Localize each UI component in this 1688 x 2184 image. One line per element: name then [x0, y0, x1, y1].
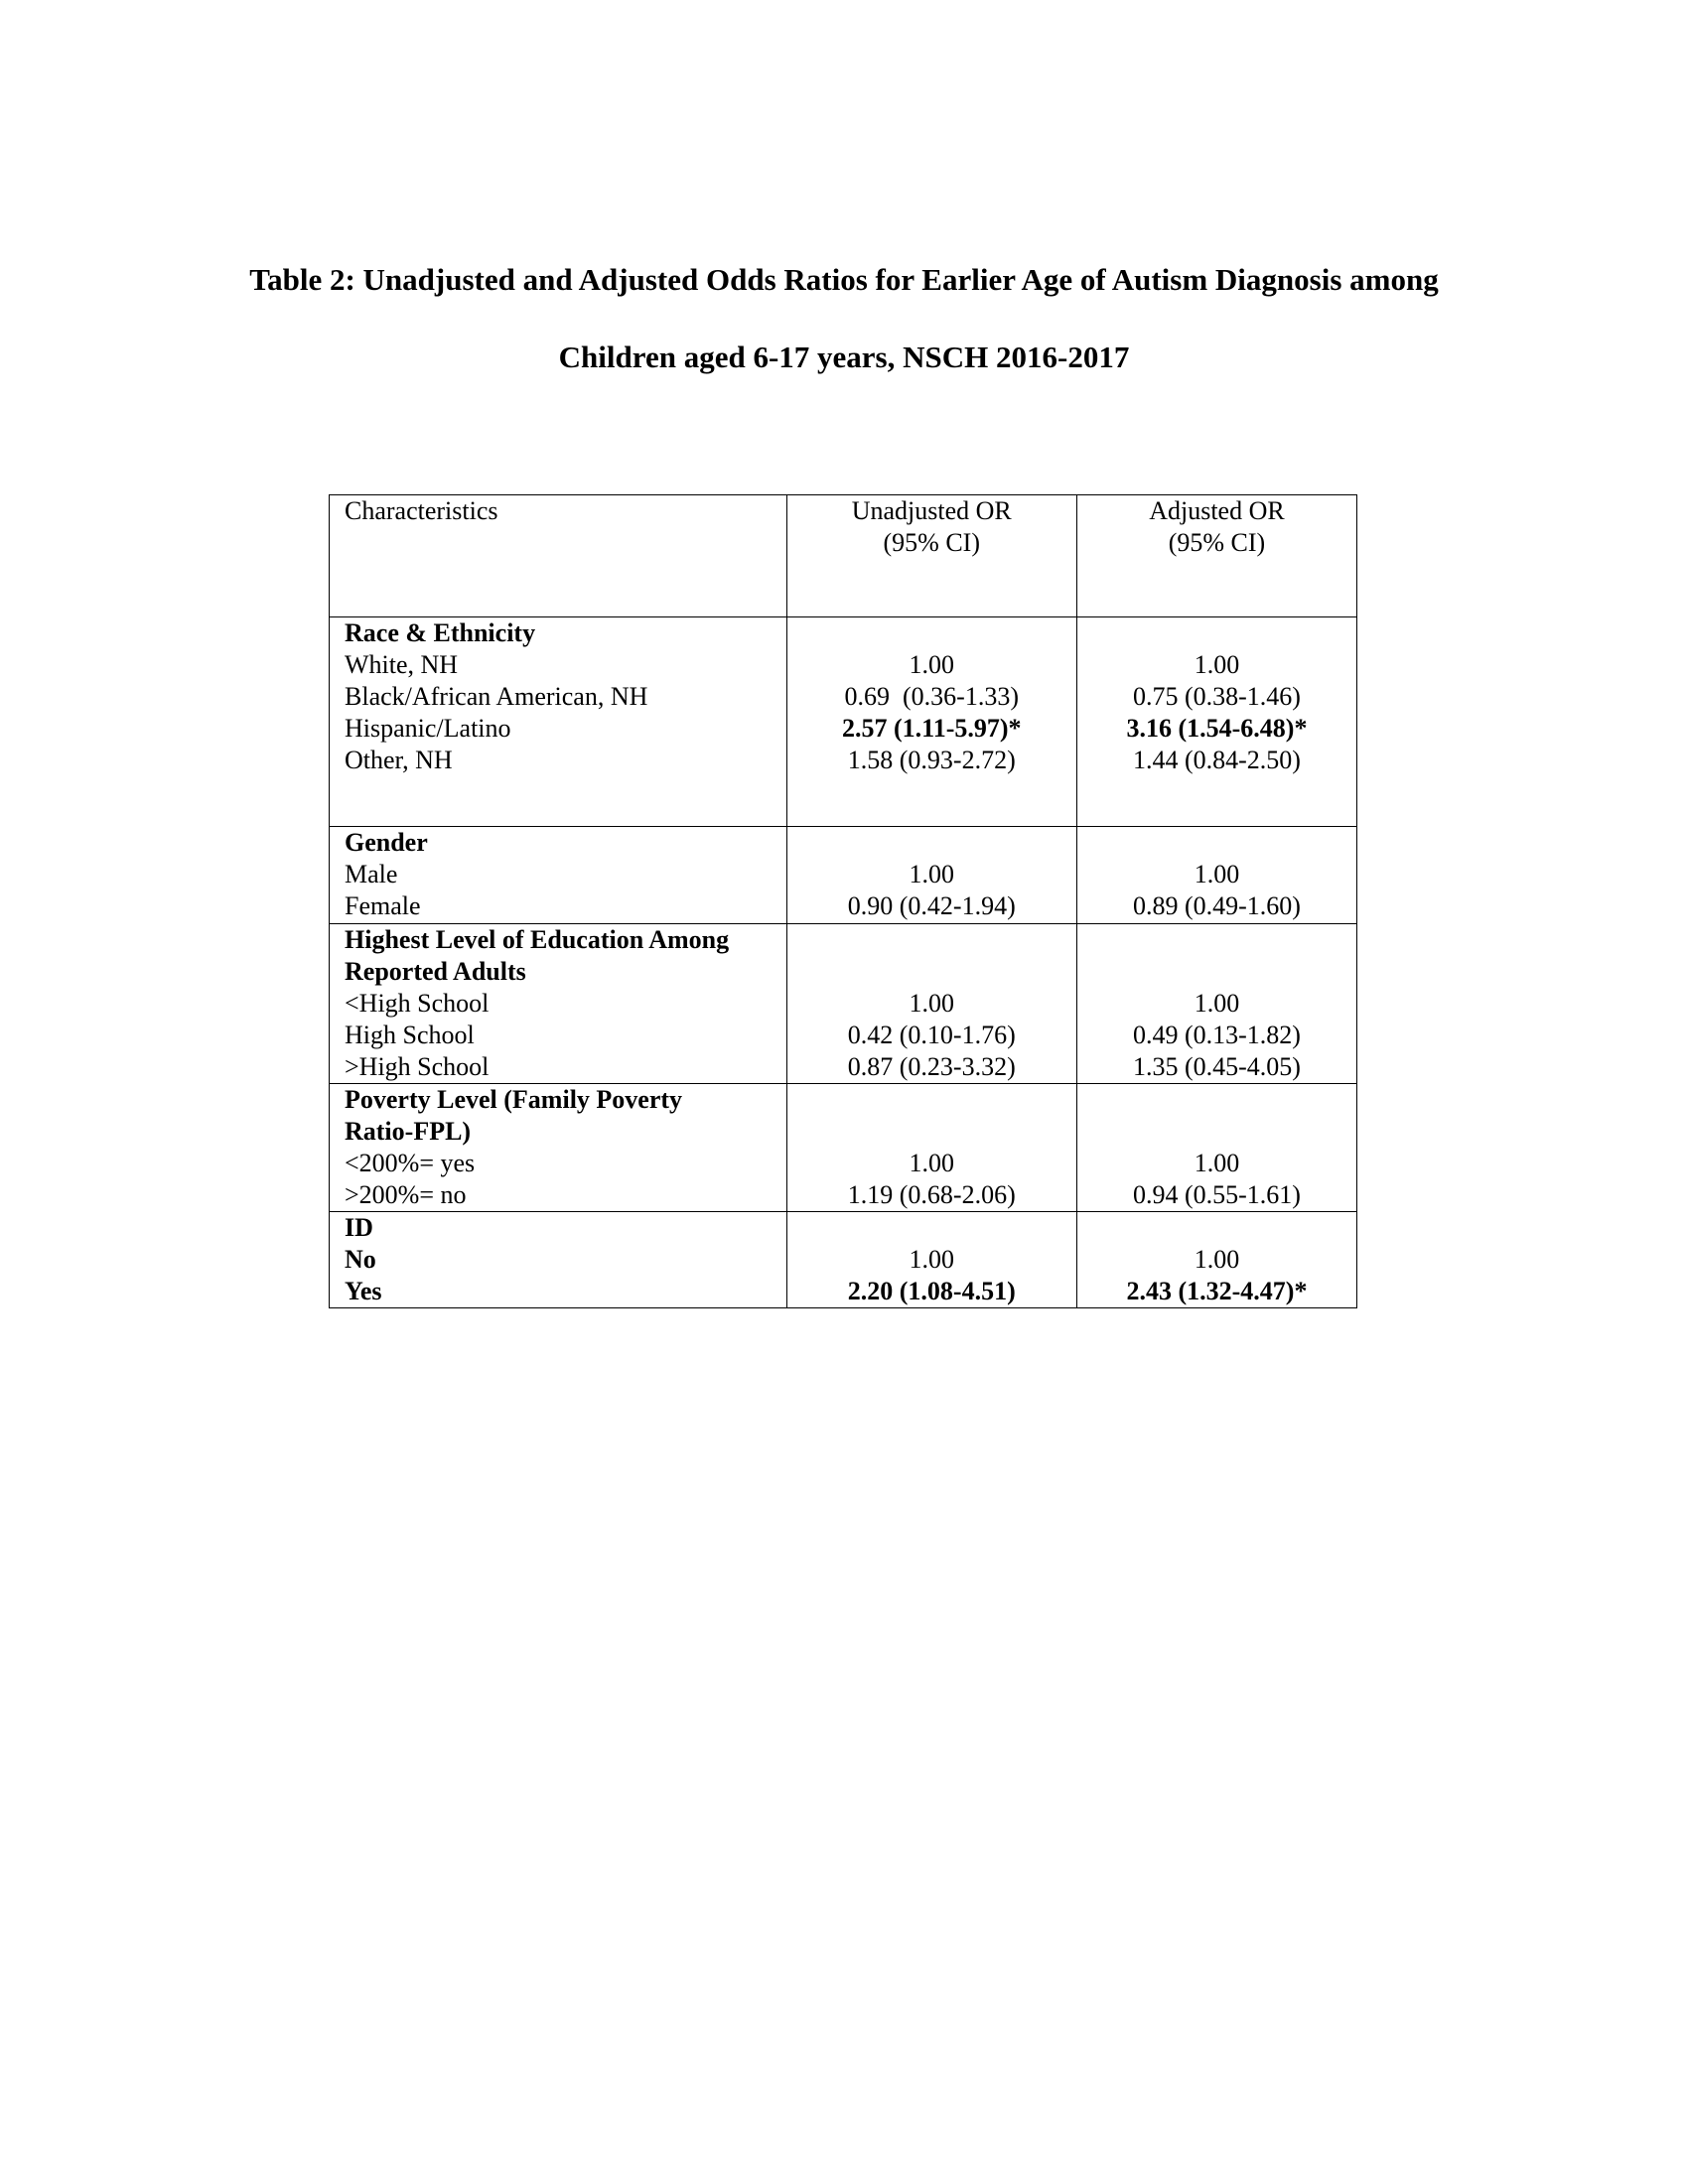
id-no-label: No [345, 1245, 376, 1274]
id-no-unadjusted: 1.00 [909, 1245, 954, 1274]
id-unadjusted [786, 1212, 1076, 1308]
id-adjusted [1076, 1212, 1356, 1308]
race-black-adjusted: 0.75 (0.38-1.46) [1132, 682, 1301, 711]
title-line-1: Table 2: Unadjusted and Adjusted Odds Ratios for Earlier Age of Autism Diagnosis among [249, 262, 1439, 297]
education-hs-unadjusted: 0.42 (0.10-1.76) [847, 1021, 1016, 1049]
race-other-adjusted: 1.44 (0.84-2.50) [1132, 746, 1301, 774]
race-adjusted [1076, 617, 1356, 827]
poverty-labels [330, 1084, 787, 1212]
gender-female-label: Female [345, 891, 421, 920]
header-adjusted-ci: (95% CI) [1168, 528, 1266, 557]
header-characteristics-label: Characteristics [345, 496, 498, 525]
title-line-2: Children aged 6-17 years, NSCH 2016-2017 [558, 340, 1130, 374]
gender-female-adjusted: 0.89 (0.49-1.60) [1132, 891, 1301, 920]
table-row-id [330, 1212, 1357, 1308]
education-less-hs-unadjusted: 1.00 [909, 989, 954, 1018]
race-white-adjusted: 1.00 [1194, 650, 1240, 679]
education-more-hs-adjusted: 1.35 (0.45-4.05) [1132, 1052, 1301, 1081]
race-other-label: Other, NH [345, 746, 453, 774]
education-section-label-1: Highest Level of Education Among [345, 925, 730, 954]
id-labels [330, 1212, 787, 1308]
id-yes-unadjusted: 2.20 (1.08-4.51) [847, 1277, 1016, 1305]
race-hispanic-unadjusted: 2.57 (1.11-5.97)* [841, 714, 1022, 743]
header-unadjusted [786, 495, 1076, 617]
race-white-unadjusted: 1.00 [909, 650, 954, 679]
poverty-section-label-1: Poverty Level (Family Poverty [345, 1085, 683, 1114]
poverty-section-label-2: Ratio-FPL) [345, 1117, 472, 1146]
id-no-adjusted: 1.00 [1194, 1245, 1240, 1274]
odds-ratio-table [329, 494, 1357, 1308]
header-unadjusted-ci: (95% CI) [883, 528, 980, 557]
poverty-below-unadjusted: 1.00 [909, 1149, 954, 1177]
race-black-unadjusted: 0.69 (0.36-1.33) [844, 682, 1019, 711]
race-black-label: Black/African American, NH [345, 682, 648, 711]
education-hs-label: High School [345, 1021, 475, 1049]
poverty-adjusted [1076, 1084, 1356, 1212]
education-more-hs-label: >High School [345, 1052, 490, 1081]
education-less-hs-adjusted: 1.00 [1194, 989, 1240, 1018]
gender-female-unadjusted: 0.90 (0.42-1.94) [847, 891, 1016, 920]
header-unadjusted-label: Unadjusted OR [851, 496, 1012, 525]
gender-section-label: Gender [345, 828, 428, 857]
poverty-above-unadjusted: 1.19 (0.68-2.06) [847, 1180, 1016, 1209]
gender-adjusted [1076, 827, 1356, 924]
education-unadjusted [786, 924, 1076, 1084]
poverty-above-adjusted: 0.94 (0.55-1.61) [1132, 1180, 1301, 1209]
table-row-gender [330, 827, 1357, 924]
gender-male-label: Male [345, 860, 398, 888]
race-labels [330, 617, 787, 827]
race-unadjusted [786, 617, 1076, 827]
race-section-label: Race & Ethnicity [345, 618, 536, 647]
table-row-race [330, 617, 1357, 827]
education-adjusted [1076, 924, 1356, 1084]
gender-unadjusted [786, 827, 1076, 924]
education-section-label-2: Reported Adults [345, 957, 526, 986]
race-other-unadjusted: 1.58 (0.93-2.72) [847, 746, 1016, 774]
education-more-hs-unadjusted: 0.87 (0.23-3.32) [847, 1052, 1016, 1081]
race-hispanic-label: Hispanic/Latino [345, 714, 511, 743]
table-row-poverty [330, 1084, 1357, 1212]
race-hispanic-adjusted: 3.16 (1.54-6.48)* [1126, 714, 1308, 743]
table-header-row [330, 495, 1357, 617]
id-yes-label: Yes [345, 1277, 382, 1305]
header-adjusted [1076, 495, 1356, 617]
gender-labels [330, 827, 787, 924]
poverty-below-label: <200%= yes [345, 1149, 476, 1177]
education-labels [330, 924, 787, 1084]
id-yes-adjusted: 2.43 (1.32-4.47)* [1126, 1277, 1308, 1305]
header-adjusted-label: Adjusted OR [1149, 496, 1285, 525]
race-white-label: White, NH [345, 650, 459, 679]
id-section-label: ID [345, 1213, 373, 1242]
table-row-education [330, 924, 1357, 1084]
header-characteristics [330, 495, 787, 617]
gender-male-unadjusted: 1.00 [909, 860, 954, 888]
poverty-below-adjusted: 1.00 [1194, 1149, 1240, 1177]
education-less-hs-label: <High School [345, 989, 490, 1018]
poverty-above-label: >200%= no [345, 1180, 467, 1209]
poverty-unadjusted [786, 1084, 1076, 1212]
gender-male-adjusted: 1.00 [1194, 860, 1240, 888]
education-hs-adjusted: 0.49 (0.13-1.82) [1132, 1021, 1301, 1049]
